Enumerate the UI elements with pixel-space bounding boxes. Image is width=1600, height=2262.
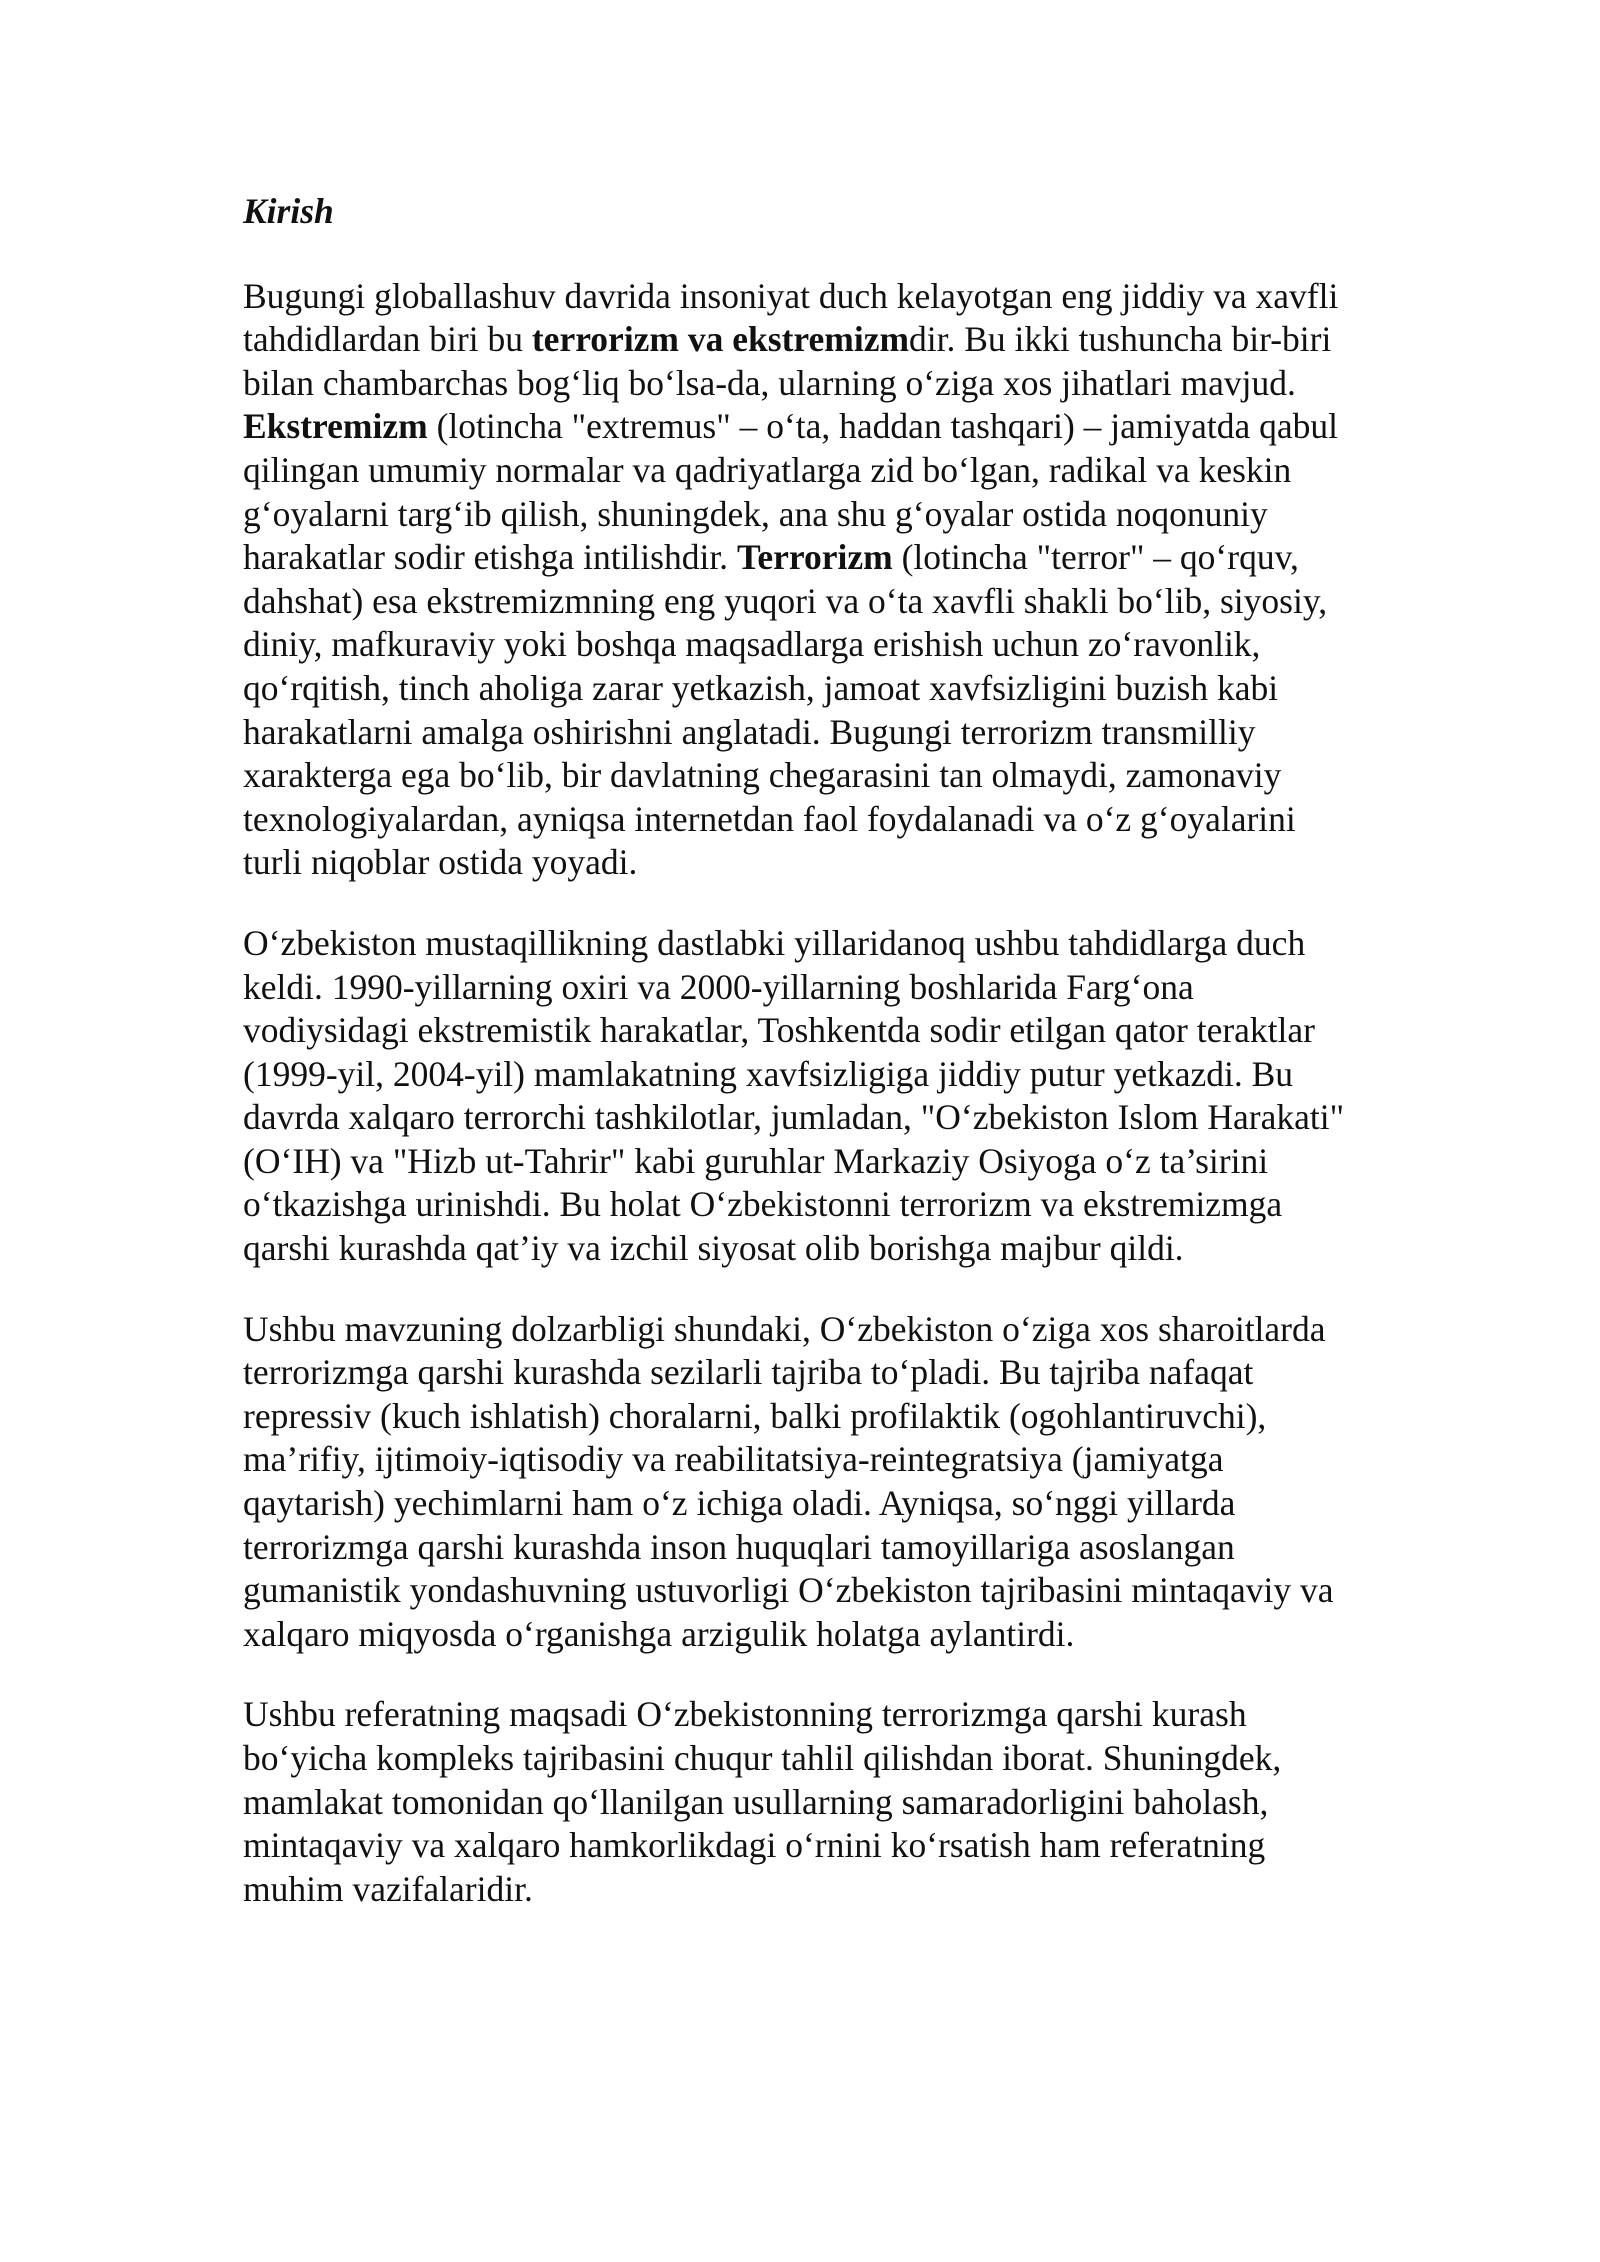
bold-term-terrorism-extremism: terrorizm va ekstremizm bbox=[531, 319, 910, 360]
paragraph-text: (lotincha "extremus" – o‘ta, haddan tashqari) – jamiyatda qabul qilingan umumiy normalar va qadriyatlarga zid bo‘lgan, radikal va keskin g‘oyalarni targ‘ib qilish, shuningdek, ana shu g‘oyalar ostida noqonuniy harakatlar sodir etishga intilishdir. bbox=[243, 406, 1338, 578]
paragraph-text: Bugungi globallashuv davrida insoniyat duch kelayotgan eng jiddiy va xavfli tahdidlardan biri bu bbox=[243, 275, 1339, 360]
bold-term-extremism: Ekstremizm bbox=[243, 406, 428, 447]
section-heading: Kirish bbox=[243, 191, 334, 231]
paragraph-history: O‘zbekiston mustaqillikning dastlabki yillaridanoq ushbu tahdidlarga duch keldi. 1990-yillarning oxiri va 2000-yillarning boshlarida Farg‘ona vodiysidagi ekstremistik harakatlar, Toshkentda sodir etilgan qator teraktlar (1999-yil, 2004-yil) mamlakatning xavfsizligiga jiddiy putur yetkazdi. Bu davrda xalqaro terrorchi tashkilotlar, jumladan, "O‘zbekiston Islom Harakati" (O‘IH) va "Hizb ut-Tahrir" kabi guruhlar Markaziy Osiyoga o‘z ta’sirini o‘tkazishga urinishdi. Bu holat O‘zbekistonni terrorizm va ekstremizmga qarshi kurashda qat’iy va izchil siyosat olib borishga majbur qildi. bbox=[243, 922, 1345, 1269]
paragraph-text: (lotincha "terror" – qo‘rquv, dahshat) esa ekstremizmning eng yuqori va o‘ta xavfli shakli bo‘lib, siyosiy, diniy, mafkuraviy yoki boshqa maqsadlarga erishish uchun zo‘ravonlik, qo‘rqitish, tinch aholiga zarar yetkazish, jamoat xavfsizligini buzish kabi harakatlarni amalga oshirishni anglatadi. Bugungi terrorizm transmilliy xarakterga ega bo‘lib, bir davlatning chegarasini tan olmaydi, zamonaviy texnologiyalardan, ayniqsa internetdan faol foydalanadi va o‘z g‘oyalarini turli niqoblar ostida yoyadi. bbox=[243, 537, 1328, 883]
document-page bbox=[243, 190, 1363, 1948]
paragraph-definitions bbox=[243, 275, 1363, 885]
paragraph-text: dir. Bu ikki tushuncha bir-biri bilan chambarchas bog‘liq bo‘lsa-da, ularning o‘ziga xos jihatlari mavjud. bbox=[243, 319, 1332, 403]
paragraph-goal: Ushbu referatning maqsadi O‘zbekistonning terrorizmga qarshi kurash bo‘yicha kompleks tajribasini chuqur tahlil qilishdan iborat. Shuningdek, mamlakat tomonidan qo‘llanilgan usullarning samaradorligini baholash, mintaqaviy va xalqaro hamkorlikdagi o‘rnini ko‘rsatish ham referatning muhim vazifalaridir. bbox=[243, 1694, 1282, 1909]
paragraph-relevance: Ushbu mavzuning dolzarbligi shundaki, O‘zbekiston o‘ziga xos sharoitlarda terrorizmga qarshi kurashda sezilarli tajriba to‘pladi. Bu tajriba nafaqat repressiv (kuch ishlatish) choralarni, balki profilaktik (ogohlantiruvchi), ma’rifiy, ijtimoiy-iqtisodiy va reabilitatsiya-reintegratsiya (jamiyatga qaytarish) yechimlarni ham o‘z ichiga oladi. Ayniqsa, so‘nggi yillarda terrorizmga qarshi kurashda inson huquqlari tamoyillariga asoslangan gumanistik yondashuvning ustuvorligi O‘zbekiston tajribasini mintaqaviy va xalqaro miqyosda o‘rganishga arzigulik holatga aylantirdi. bbox=[243, 1308, 1334, 1654]
bold-term-terrorism: Terrorizm bbox=[736, 537, 893, 578]
